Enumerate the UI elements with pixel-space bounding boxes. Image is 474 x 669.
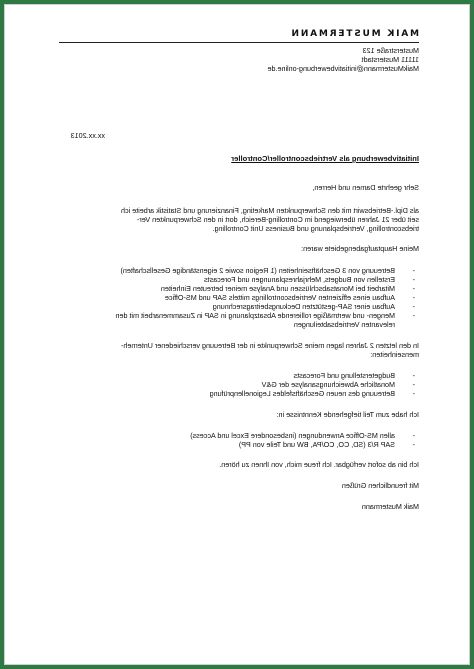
availability-text: Ich bin ab sofort verfügbar. Ich freue mich, von Ihnen zu hören. (219, 460, 419, 469)
sender-name: MAIK MUSTERMANN (289, 29, 419, 39)
bullet-dash: - (412, 389, 415, 398)
focus-intro-line: menseinheiten: (370, 350, 419, 359)
bullet-dash: - (412, 440, 415, 449)
salutation: Sehr geehrte Damen und Herren, (312, 183, 419, 192)
bullet-dash: - (412, 284, 415, 293)
letter-subject: Initiativbewerbung als Vertriebscontroller/Controller (231, 154, 419, 163)
sender-street: Musterstraße 123 (362, 46, 419, 55)
bullet-dash: - (412, 371, 415, 380)
task-item: Aufbau eines effizienten Vertriebscontrollings mittels SAP und MS-Office (164, 293, 395, 302)
skill-item: SAP R/3 (SD, CO, CO/PA, BW und Teile von PP) (238, 440, 395, 449)
mirrored-letter (5, 5, 471, 666)
task-item: Aufbau einer SAP-gestützten Deckungsbeitragsrechnung (212, 302, 395, 311)
signature: Maik Mustermann (361, 502, 419, 511)
focus-item: Budgeterstellung und Forecasts (293, 371, 395, 380)
bullet-dash: - (412, 275, 415, 284)
bullet-dash: - (412, 380, 415, 389)
header-rule (59, 42, 419, 43)
skill-item: allen MS-Office Anwendungen (insbesondere Excel und Access) (190, 431, 395, 440)
focus-intro-line: In den letzten 2 Jahren lagen meine Schwerpunkte in der Betreuung verschiedener Unterneh- (120, 341, 419, 350)
tasks-heading: Meine Hauptaufgabengebiete waren: (301, 244, 419, 253)
sender-city: 11111 Musterstadt (361, 55, 419, 64)
bullet-dash: - (412, 311, 415, 320)
bullet-dash: - (412, 266, 415, 275)
intro-line: triebscontrolling, Vertriebsplanung und Business Unit Controlling. (212, 224, 419, 233)
closing: Mit freundlichen Grüßen (341, 481, 419, 490)
focus-item: Monatliche Abweichungsanalyse der G&V (261, 380, 395, 389)
task-item: Erstellen von Budgets, Mehrjahresplanungen und Forecasts (204, 275, 395, 284)
task-item-continued: relevanten Vertriebsabteilungen (293, 320, 395, 329)
letter-page (4, 4, 470, 665)
skills-heading: Ich habe zum Teil tiefgehende Kenntnisse in: (276, 410, 419, 419)
task-item: Mengen- und wertmäßige rollierende Absatzplanung in SAP in Zusammenarbeit mit den (115, 311, 395, 320)
task-item: Mitarbeit bei Monatsabschlüssen und Analyse meiner betreuten Einheiten (160, 284, 395, 293)
intro-line: als Dipl.-Betriebswirt mit den Schwerpunkten Marketing, Finanzierung und Statistik arbeite ich (120, 206, 419, 215)
letter-date: xx.xx.2013 (70, 131, 105, 140)
sender-email: MaikMustermann@initiativbewerbung-online.de (267, 64, 419, 73)
focus-item: Betreuung des neuen Geschäftsfeldes Legionellenprüfung (209, 389, 395, 398)
task-item: Betreuung von 3 Geschäftseinheiten (1 Region sowie 2 eigenständige Gesellschaften) (120, 266, 395, 275)
bullet-dash: - (412, 293, 415, 302)
bullet-dash: - (412, 431, 415, 440)
bullet-dash: - (412, 302, 415, 311)
intro-line: seit über 21 Jahren überwiegend im Controlling-Bereich, dort in den Schwerpunkten Ver- (136, 215, 419, 224)
